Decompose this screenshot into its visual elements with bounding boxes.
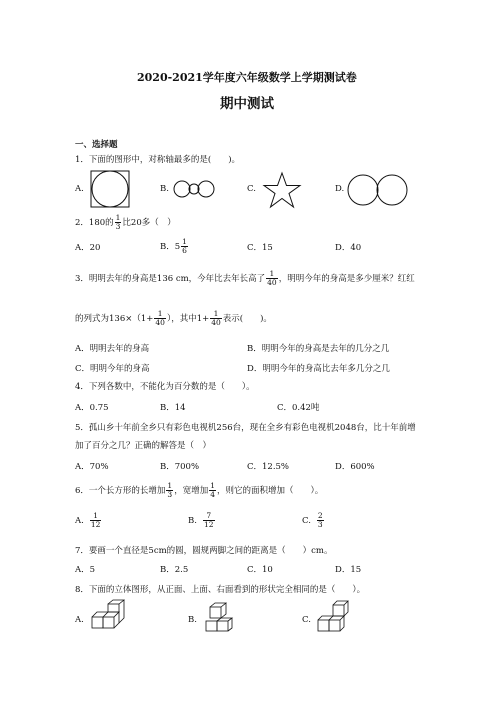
q1-figure-b-three-circles [173, 178, 215, 200]
q7-option-d: D．15 [335, 565, 362, 575]
q6-frac2-num: 1 [210, 481, 215, 490]
q8-option-b-label: B. [188, 615, 197, 625]
q3-option-c: C．明明今年的身高 [75, 364, 150, 374]
q4-option-c: C．0.42吨 [277, 403, 320, 413]
q6-frac1-num: 1 [167, 481, 173, 490]
q4-option-a: A．0.75 [75, 403, 109, 413]
document-subtitle: 期中测试 [220, 96, 274, 112]
q3-option-a: A．明明去年的身高 [75, 344, 150, 354]
q8-option-a-label: A. [75, 615, 84, 625]
q2-option-b-fraction [181, 238, 188, 255]
q6-option-c-den: 3 [317, 520, 323, 529]
q3-line1-den: 40 [267, 278, 277, 287]
question-8-stem: 8．下面的立体图形，从正面、上面、右面看到的形状完全相同的是（ ）。 [75, 585, 366, 595]
q6-fraction-1 [166, 482, 173, 499]
question-4-stem: 4．下列各数中，不能化为百分数的是（ ）。 [75, 382, 255, 392]
q6-stem-mid: ，宽增加 [174, 486, 209, 496]
question-6-stem [75, 482, 323, 499]
q3-line2-num-1: 1 [154, 310, 166, 319]
q6-frac2-den: 4 [210, 490, 215, 499]
q6-option-a-num: 1 [90, 512, 102, 521]
document-title: 2020-2021学年度六年级数学上学期测试卷 [137, 71, 357, 84]
q3-line2-num-2: 1 [210, 310, 222, 319]
q2-option-b-num: 1 [182, 237, 187, 246]
q6-option-b-num: 7 [203, 512, 215, 521]
question-2-stem [75, 214, 176, 231]
q6-option-a [75, 512, 102, 529]
question-1-stem: 1．下面的图形中，对称轴最多的是( )。 [75, 155, 241, 165]
q2-option-c: C．15 [247, 243, 273, 253]
q7-option-a: A．5 [75, 565, 96, 575]
q3-option-d: D．明明今年的身高比去年多几分之几 [247, 364, 390, 374]
question-3-line-2 [75, 310, 272, 327]
q2-option-b-pre: B．5 [160, 242, 181, 252]
q5-option-b: B．700% [160, 462, 200, 472]
q3-line2-fraction-1 [154, 310, 166, 327]
q6-stem-pre: 6．一个长方形的长增加 [75, 486, 166, 496]
q2-frac-den: 3 [115, 222, 121, 231]
q1-option-c-label: C. [247, 184, 256, 194]
q2-option-b [160, 238, 189, 255]
q3-line2-b: ），其中1+ [166, 314, 210, 324]
q6-frac1-den: 3 [167, 490, 173, 499]
q6-option-b-den: 12 [203, 520, 214, 529]
q1-option-d-label: D. [335, 184, 345, 194]
question-7-stem: 7．要画一个直径是5cm的圆，圆规两脚之间的距离是（ ）cm。 [75, 546, 333, 556]
q5-option-d: D．600% [335, 462, 375, 472]
question-5-line-1: 5．孤山乡十年前全乡只有彩色电视机256台，现在全乡有彩色电视机2048台，比十年前增 [75, 423, 416, 433]
q8-figure-b-cubes [202, 603, 238, 633]
q2-option-d: D．40 [335, 243, 362, 253]
q5-option-c: C．12.5% [247, 462, 290, 472]
q3-line2-den-1: 40 [155, 318, 165, 327]
q7-option-c: C．10 [247, 565, 273, 575]
q3-line1-pre: 3．明明去年的身高是136 cm，今年比去年长高了 [75, 274, 266, 284]
section-heading: 一、选择题 [75, 140, 118, 150]
q3-line1-post: ，明明今年的身高是多少厘米？红红 [278, 274, 415, 284]
q2-frac-num: 1 [115, 213, 121, 222]
q3-line2-fraction-2 [210, 310, 222, 327]
q8-figure-a-cubes [90, 603, 130, 631]
q6-option-c-label: C. [302, 516, 311, 526]
q6-option-a-fraction [90, 512, 102, 529]
q6-option-c-num: 2 [317, 511, 323, 520]
q3-line2-a: 的列式为136×（1+ [75, 314, 154, 324]
q1-option-a-label: A. [75, 184, 84, 194]
q6-option-a-label: A. [75, 516, 84, 526]
q6-stem-post: ，则它的面积增加（ ）。 [217, 486, 324, 496]
q8-figure-c-cubes [316, 603, 354, 633]
question-5-line-2: 加了百分之几？正确的解答是（ ） [75, 441, 212, 451]
question-3-line-1 [75, 270, 415, 287]
q1-figure-a-square-with-circle [90, 170, 130, 208]
q6-option-b-fraction [203, 512, 215, 529]
q2-fraction [115, 214, 122, 231]
q6-option-b-label: B. [188, 516, 197, 526]
q6-option-b [188, 512, 216, 529]
q2-stem-post: 比20多（ ） [122, 218, 176, 228]
q1-option-b-label: B. [160, 184, 169, 194]
q1-figure-d-two-circles [347, 174, 409, 206]
q3-line2-den-2: 40 [211, 318, 221, 327]
q3-line2-c: 表示( )。 [222, 314, 272, 324]
q6-option-c-fraction [317, 512, 324, 529]
q5-option-a: A．70% [75, 462, 109, 472]
q2-option-b-den: 6 [182, 246, 187, 255]
q2-stem-pre: 2．180的 [75, 218, 114, 228]
q4-option-b: B．14 [160, 403, 186, 413]
q6-option-a-den: 12 [90, 520, 101, 529]
q3-line1-fraction [266, 270, 278, 287]
q6-option-c [302, 512, 325, 529]
q6-fraction-2 [209, 482, 216, 499]
q7-option-b: B．2.5 [160, 565, 189, 575]
q1-figure-c-star [263, 172, 301, 208]
q2-option-a: A．20 [75, 243, 101, 253]
q3-option-b: B．明明今年的身高是去年的几分之几 [247, 344, 390, 354]
q3-line1-num: 1 [266, 270, 278, 279]
q8-option-c-label: C. [302, 615, 311, 625]
